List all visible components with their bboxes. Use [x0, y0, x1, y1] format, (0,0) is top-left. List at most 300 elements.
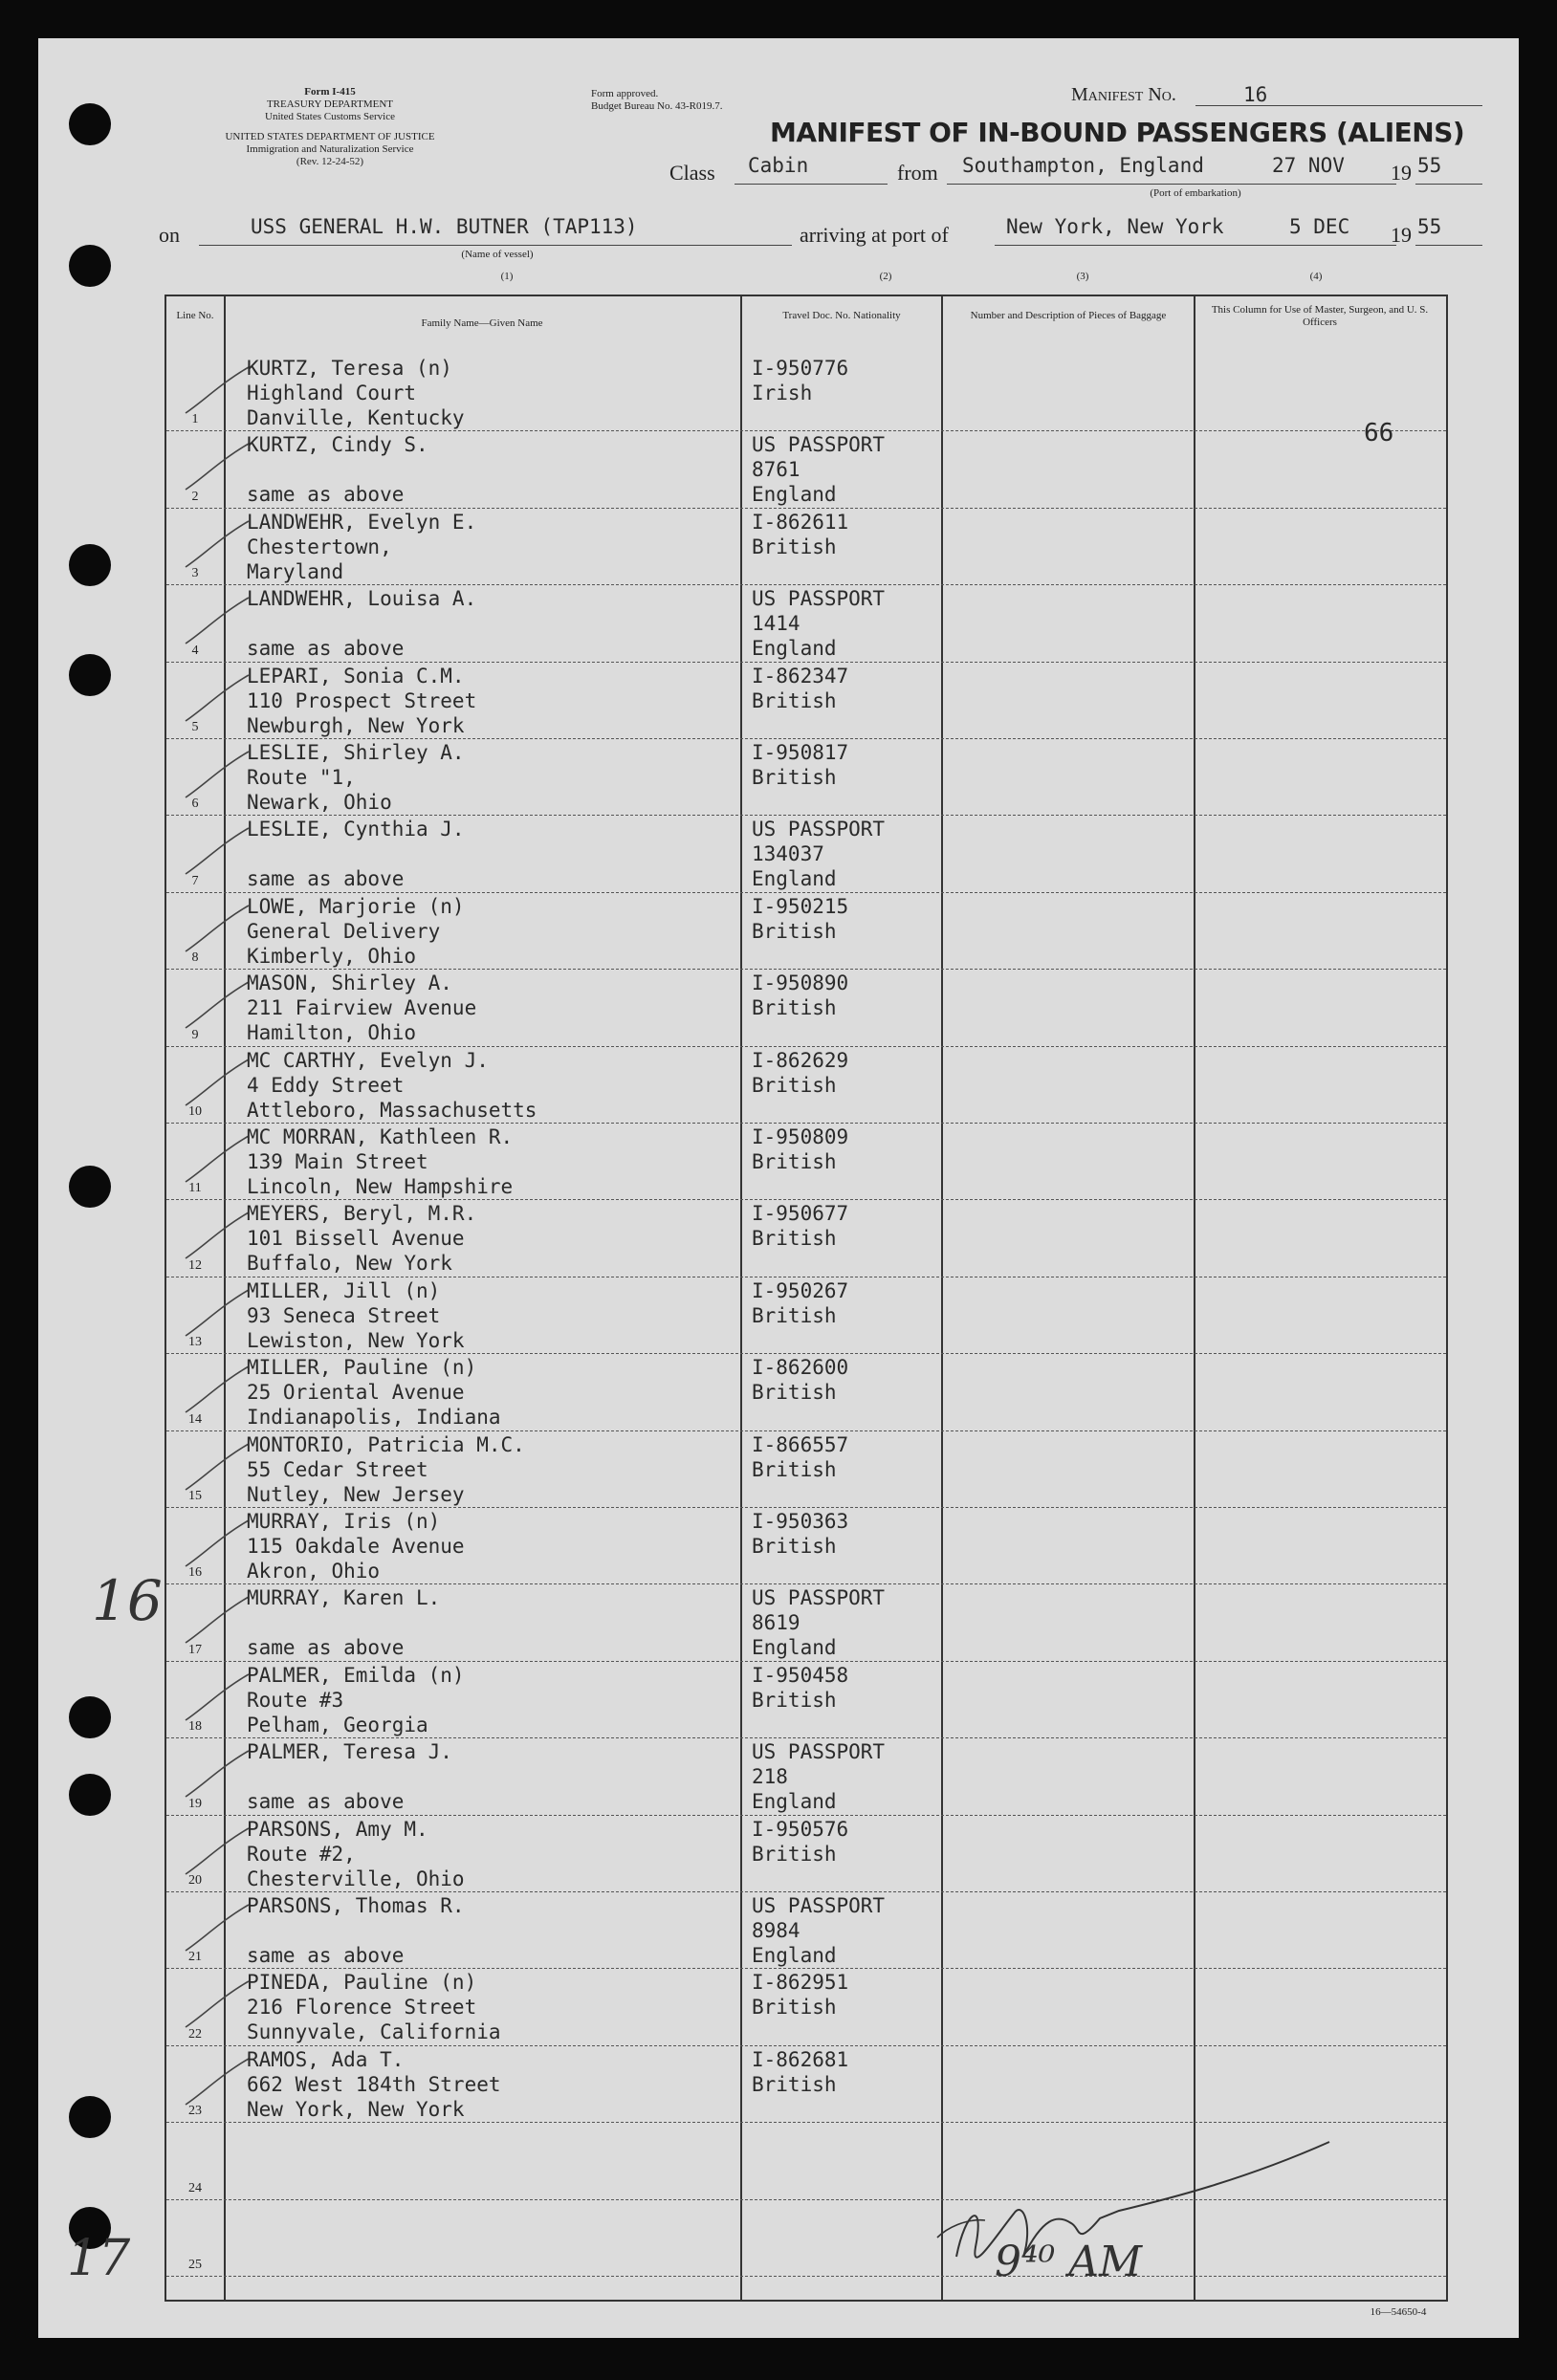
address-line: New York, New York — [247, 2097, 465, 2121]
check-mark-icon — [184, 671, 251, 729]
address-line: Highland Court — [247, 382, 417, 404]
line-number: 20 — [188, 1872, 202, 1888]
table-row — [166, 1430, 1446, 1508]
address-line — [247, 457, 428, 482]
table-row — [166, 1815, 1446, 1892]
form-approved: Form approved. — [591, 88, 659, 99]
address-line: Sunnyvale, California — [247, 2020, 501, 2044]
ins-service: Immigration and Naturalization Service — [246, 143, 414, 155]
check-mark-icon — [184, 1747, 251, 1804]
address-line: same as above — [247, 1944, 405, 1967]
check-mark-icon — [184, 748, 251, 805]
line-number: 24 — [188, 2180, 202, 2195]
address-line — [247, 1918, 465, 1943]
passenger-name: LOWE, Marjorie (n) — [247, 894, 465, 918]
doc-detail: 8984 — [752, 1919, 800, 1942]
doc-detail: England — [752, 1790, 837, 1814]
arrival-date: 5 DEC — [1289, 215, 1350, 238]
doc-detail — [752, 1867, 848, 1891]
travel-doc-number: I-862611 — [752, 510, 849, 534]
passenger-name: MC CARTHY, Evelyn J. — [247, 1048, 489, 1072]
table-row — [166, 892, 1446, 970]
header-name: Family Name—Given Name — [421, 317, 543, 329]
check-mark-icon — [184, 978, 251, 1036]
address-line: 662 West 184th Street — [247, 2072, 501, 2096]
passenger-name: PINEDA, Pauline (n) — [247, 1971, 477, 1995]
address-line: same as above — [247, 483, 405, 507]
doc-detail — [752, 1405, 848, 1430]
passenger-name: KURTZ, Teresa (n) — [247, 357, 452, 380]
doc-detail — [752, 1174, 848, 1199]
passenger-name-address — [247, 1663, 465, 1737]
margin-number-17: 17 — [67, 2230, 131, 2287]
travel-doc-nationality — [752, 510, 848, 584]
check-mark-icon — [184, 1056, 251, 1113]
travel-doc-number: US PASSPORT — [752, 1586, 886, 1610]
footer-code: 16—54650-4 — [1370, 2306, 1427, 2318]
passenger-name-address — [247, 1355, 501, 1430]
address-line: same as above — [247, 637, 405, 661]
passenger-name-address — [247, 894, 465, 969]
address-line: Lincoln, New Hampshire — [247, 1175, 514, 1198]
doc-detail: 218 — [752, 1765, 788, 1789]
address-line: Buffalo, New York — [247, 1252, 452, 1276]
line-number: 19 — [188, 1796, 202, 1811]
manifest-no-line — [1195, 105, 1482, 106]
passenger-name-address — [247, 432, 428, 507]
address-line: Indianapolis, Indiana — [247, 1406, 501, 1430]
doc-detail: England — [752, 1944, 837, 1967]
manifest-no-value: 16 — [1243, 83, 1268, 106]
travel-doc-number: US PASSPORT — [752, 433, 886, 457]
travel-doc-nationality — [752, 1663, 848, 1737]
doc-detail — [752, 944, 848, 969]
travel-doc-nationality — [752, 1048, 848, 1123]
travel-doc-number: I-862347 — [752, 664, 849, 688]
form-revision: (Rev. 12-24-52) — [296, 156, 364, 167]
check-mark-icon — [184, 440, 251, 497]
doc-detail: 134037 — [752, 842, 824, 866]
doc-detail: Irish — [752, 382, 813, 404]
punch-hole — [69, 654, 111, 696]
passenger-name-address — [247, 1739, 452, 1814]
doc-detail: British — [752, 688, 837, 712]
punch-hole — [69, 103, 111, 145]
doc-detail — [752, 1559, 848, 1583]
doc-detail: British — [752, 919, 837, 943]
travel-doc-nationality — [752, 1432, 848, 1507]
punch-hole — [69, 245, 111, 287]
passenger-name: PALMER, Emilda (n) — [247, 1663, 465, 1687]
passenger-name: LANDWEHR, Evelyn E. — [247, 510, 477, 534]
doc-detail: British — [752, 1073, 837, 1097]
customs-service: United States Customs Service — [265, 111, 395, 122]
travel-doc-nationality — [752, 1739, 885, 1814]
table-row — [166, 1277, 1446, 1354]
doc-detail: British — [752, 766, 837, 789]
line-number: 17 — [188, 1642, 202, 1657]
line-number: 11 — [188, 1181, 202, 1196]
address-line: Maryland — [247, 559, 344, 583]
travel-doc-number: US PASSPORT — [752, 818, 886, 841]
officer-count: 66 — [1364, 419, 1394, 448]
address-line: Chestertown, — [247, 535, 392, 558]
check-mark-icon — [184, 1517, 251, 1574]
table-row — [166, 815, 1446, 892]
address-line: Akron, Ohio — [247, 1560, 381, 1583]
check-mark-icon — [184, 1132, 251, 1190]
table-row — [166, 1199, 1446, 1277]
travel-doc-number: US PASSPORT — [752, 587, 886, 611]
check-mark-icon — [184, 2055, 251, 2112]
line-number: 7 — [191, 873, 199, 888]
doc-detail: British — [752, 1535, 837, 1558]
class-label: Class — [669, 161, 715, 185]
table-row — [166, 2045, 1446, 2123]
line-number: 21 — [188, 1950, 202, 1965]
address-line: Danville, Kentucky — [247, 406, 465, 429]
doc-detail — [752, 1713, 848, 1737]
from-port: Southampton, England — [962, 154, 1204, 177]
line-number: 3 — [191, 566, 199, 581]
manifest-page — [38, 38, 1519, 2338]
punch-hole — [69, 1774, 111, 1816]
line-number: 25 — [188, 2257, 202, 2272]
table-row — [166, 662, 1446, 739]
travel-doc-nationality — [752, 1201, 848, 1276]
class-value: Cabin — [748, 154, 809, 177]
line-number: 1 — [191, 412, 199, 427]
table-row — [166, 1123, 1446, 1200]
travel-doc-nationality — [752, 894, 848, 969]
passenger-name-address — [247, 1970, 501, 2044]
travel-doc-number: I-950215 — [752, 894, 849, 918]
travel-doc-number: I-950890 — [752, 972, 849, 995]
address-line: 4 Eddy Street — [247, 1073, 405, 1097]
passenger-name: PARSONS, Thomas R. — [247, 1894, 465, 1917]
passenger-name: LEPARI, Sonia C.M. — [247, 664, 465, 688]
travel-doc-nationality — [752, 1124, 848, 1199]
table-row — [166, 508, 1446, 585]
address-line: Route #3 — [247, 1688, 344, 1712]
vessel-line — [199, 245, 792, 246]
doc-detail: British — [752, 1688, 837, 1712]
passenger-name: MURRAY, Karen L. — [247, 1586, 441, 1610]
margin-number-16: 16 — [92, 1568, 163, 1633]
table-row — [166, 969, 1446, 1046]
passenger-name: PALMER, Teresa J. — [247, 1740, 452, 1764]
check-mark-icon — [184, 1440, 251, 1497]
from-date: 27 NOV — [1272, 154, 1345, 177]
passenger-name: RAMOS, Ada T. — [247, 2047, 405, 2071]
address-line: Nutley, New Jersey — [247, 1482, 465, 1506]
manifest-no-label: Manifest No. — [1071, 84, 1176, 105]
address-line: 101 Bissell Avenue — [247, 1227, 465, 1251]
address-line — [247, 1610, 440, 1635]
doc-detail: British — [752, 996, 837, 1020]
address-line: same as above — [247, 1790, 405, 1814]
justice-dept: UNITED STATES DEPARTMENT OF JUSTICE — [225, 131, 435, 142]
travel-doc-nationality — [752, 432, 885, 507]
doc-detail: British — [752, 1227, 837, 1251]
address-line: Route "1, — [247, 766, 356, 789]
passenger-name: MURRAY, Iris (n) — [247, 1510, 441, 1533]
travel-doc-nationality — [752, 1355, 848, 1430]
line-number: 12 — [188, 1257, 202, 1273]
doc-detail — [752, 1328, 848, 1353]
check-mark-icon — [184, 1670, 251, 1728]
doc-detail: British — [752, 1150, 837, 1173]
passenger-name-address — [247, 356, 465, 430]
table-row — [166, 738, 1446, 816]
doc-detail: England — [752, 867, 837, 891]
passenger-name: MILLER, Jill (n) — [247, 1278, 441, 1302]
vessel-caption: (Name of vessel) — [461, 249, 534, 260]
address-line: 216 Florence Street — [247, 1996, 477, 2020]
passenger-name-address — [247, 1817, 465, 1891]
check-mark-icon — [184, 1824, 251, 1882]
passenger-name-address — [247, 740, 465, 815]
passenger-name: MASON, Shirley A. — [247, 972, 452, 995]
address-line: Pelham, Georgia — [247, 1713, 428, 1736]
travel-doc-nationality — [752, 1817, 848, 1891]
address-line — [247, 611, 476, 636]
doc-detail — [752, 1098, 848, 1123]
line-number: 5 — [191, 719, 199, 734]
address-line: same as above — [247, 1636, 405, 1660]
address-line: 25 Oriental Avenue — [247, 1381, 465, 1405]
doc-detail: England — [752, 1636, 837, 1660]
travel-doc-nationality — [752, 817, 885, 891]
passenger-name-address — [247, 664, 476, 738]
year-2: 55 — [1417, 215, 1442, 238]
passenger-name: LESLIE, Shirley A. — [247, 741, 465, 764]
passenger-name-address — [247, 510, 476, 584]
arriving-label: arriving at port of — [800, 223, 949, 247]
table-row — [166, 430, 1446, 508]
arrival-line — [995, 245, 1396, 246]
address-line: Attleboro, Massachusetts — [247, 1098, 537, 1122]
doc-detail — [752, 559, 848, 584]
passenger-name-address — [247, 1585, 440, 1660]
class-line — [735, 184, 888, 185]
from-label: from — [897, 161, 938, 185]
table-row — [166, 1737, 1446, 1815]
address-line: 139 Main Street — [247, 1150, 428, 1173]
handwritten-time: 9⁴⁰ AM — [995, 2238, 1143, 2286]
punch-hole — [69, 2096, 111, 2138]
header-doc: Travel Doc. No. Nationality — [782, 310, 901, 321]
travel-doc-nationality — [752, 1970, 848, 2044]
travel-doc-nationality — [752, 586, 885, 661]
check-mark-icon — [184, 363, 251, 421]
travel-doc-number: I-866557 — [752, 1432, 849, 1456]
line-number: 22 — [188, 2026, 202, 2042]
line-number: 18 — [188, 1719, 202, 1735]
travel-doc-number: I-950776 — [752, 357, 849, 380]
doc-detail: 8761 — [752, 458, 800, 482]
check-mark-icon — [184, 1286, 251, 1343]
line-number: 10 — [188, 1103, 202, 1119]
passenger-table — [164, 295, 1448, 2302]
form-header-left — [163, 86, 497, 168]
col-num-1: (1) — [500, 271, 514, 282]
travel-doc-nationality — [752, 740, 848, 815]
port-caption: (Port of embarkation) — [1150, 187, 1241, 199]
address-line — [247, 1764, 452, 1789]
line-number: 23 — [188, 2104, 202, 2119]
vessel-name: USS GENERAL H.W. BUTNER (TAP113) — [251, 215, 638, 238]
passenger-name-address — [247, 1201, 476, 1276]
on-label: on — [159, 223, 180, 247]
travel-doc-number: US PASSPORT — [752, 1894, 886, 1917]
doc-detail: British — [752, 1842, 837, 1866]
treasury-dept: TREASURY DEPARTMENT — [266, 98, 394, 110]
address-line: 55 Cedar Street — [247, 1457, 428, 1481]
doc-detail: 8619 — [752, 1611, 800, 1635]
header-officers: This Column for Use of Master, Surgeon, and U. S. Officers — [1211, 304, 1429, 328]
year-1: 55 — [1417, 154, 1442, 177]
travel-doc-nationality — [752, 2047, 848, 2122]
passenger-name-address — [247, 817, 465, 891]
address-line: Newark, Ohio — [247, 791, 392, 814]
travel-doc-nationality — [752, 1509, 848, 1583]
table-row — [166, 584, 1446, 662]
table-row — [166, 1891, 1446, 1969]
travel-doc-nationality — [752, 664, 848, 738]
doc-detail: British — [752, 1303, 837, 1327]
budget-bureau: Budget Bureau No. 43-R019.7. — [591, 100, 723, 112]
table-row — [166, 1583, 1446, 1661]
passenger-name: LESLIE, Cynthia J. — [247, 818, 465, 841]
table-row — [166, 354, 1446, 431]
passenger-name-address — [247, 971, 476, 1045]
doc-detail — [752, 790, 848, 815]
travel-doc-number: I-862681 — [752, 2047, 849, 2071]
col-num-2: (2) — [879, 271, 892, 282]
travel-doc-number: I-950576 — [752, 1817, 849, 1841]
table-row — [166, 1046, 1446, 1124]
header-baggage: Number and Description of Pieces of Baggage — [970, 310, 1167, 321]
doc-detail — [752, 713, 848, 738]
address-line: Chesterville, Ohio — [247, 1867, 465, 1890]
check-mark-icon — [184, 594, 251, 651]
form-number: Form I-415 — [304, 86, 356, 98]
table-row — [166, 1661, 1446, 1738]
line-number: 8 — [191, 950, 199, 966]
travel-doc-number: I-862629 — [752, 1048, 849, 1072]
header-line-no: Line No. — [176, 310, 214, 321]
travel-doc-nationality — [752, 1893, 885, 1968]
check-mark-icon — [184, 517, 251, 575]
doc-detail — [752, 1482, 848, 1507]
passenger-name-address — [247, 2047, 501, 2122]
travel-doc-number: I-950458 — [752, 1663, 849, 1687]
line-number: 15 — [188, 1488, 202, 1503]
passenger-name: KURTZ, Cindy S. — [247, 433, 428, 457]
check-mark-icon — [184, 902, 251, 959]
doc-detail — [752, 2020, 848, 2044]
passenger-name: MC MORRAN, Kathleen R. — [247, 1125, 514, 1148]
table-row — [166, 1507, 1446, 1584]
address-line: Newburgh, New York — [247, 713, 465, 737]
table-row — [166, 1353, 1446, 1430]
passenger-name-address — [247, 1278, 465, 1353]
passenger-name-address — [247, 1509, 465, 1583]
address-line: 93 Seneca Street — [247, 1303, 441, 1327]
travel-doc-number: I-862951 — [752, 1971, 849, 1995]
doc-detail: British — [752, 2072, 837, 2096]
address-line: Route #2, — [247, 1842, 356, 1866]
address-line: 110 Prospect Street — [247, 688, 477, 712]
year-line-2 — [1415, 245, 1482, 246]
line-number: 6 — [191, 797, 199, 812]
line-number: 9 — [191, 1027, 199, 1042]
col-num-4: (4) — [1309, 271, 1323, 282]
passenger-name: MONTORIO, Patricia M.C. — [247, 1432, 525, 1456]
line-number: 13 — [188, 1335, 202, 1350]
doc-detail: British — [752, 1457, 837, 1481]
address-line: Lewiston, New York — [247, 1328, 465, 1352]
passenger-name-address — [247, 1893, 465, 1968]
address-line: Kimberly, Ohio — [247, 944, 417, 968]
passenger-name: MEYERS, Beryl, M.R. — [247, 1202, 477, 1226]
check-mark-icon — [184, 1363, 251, 1420]
travel-doc-nationality — [752, 1278, 848, 1353]
address-line: same as above — [247, 867, 405, 891]
col-num-3: (3) — [1076, 271, 1089, 282]
travel-doc-nationality — [752, 356, 848, 430]
line-number: 4 — [191, 643, 199, 658]
check-mark-icon — [184, 1209, 251, 1266]
address-line: 211 Fairview Avenue — [247, 996, 477, 1020]
travel-doc-number: US PASSPORT — [752, 1740, 886, 1764]
doc-detail — [752, 1020, 848, 1045]
form-approval — [591, 88, 801, 113]
line-number: 16 — [188, 1565, 202, 1581]
check-mark-icon — [184, 824, 251, 882]
address-line: 115 Oakdale Avenue — [247, 1535, 465, 1558]
travel-doc-number: I-950809 — [752, 1125, 849, 1148]
address-line: Hamilton, Ohio — [247, 1021, 417, 1045]
from-line — [947, 184, 1396, 185]
travel-doc-number: I-950817 — [752, 741, 849, 764]
year-line-1 — [1415, 184, 1482, 185]
check-mark-icon — [184, 1901, 251, 1958]
passenger-name-address — [247, 1048, 537, 1123]
travel-doc-number: I-950363 — [752, 1510, 849, 1533]
doc-detail — [752, 405, 848, 430]
punch-hole — [69, 1696, 111, 1738]
passenger-name-address — [247, 1124, 513, 1199]
address-line: General Delivery — [247, 919, 441, 943]
passenger-name: MILLER, Pauline (n) — [247, 1356, 477, 1380]
line-number: 2 — [191, 489, 199, 504]
address-line — [247, 841, 465, 866]
passenger-name: PARSONS, Amy M. — [247, 1817, 428, 1841]
passenger-name-address — [247, 1432, 525, 1507]
travel-doc-number: I-950267 — [752, 1278, 849, 1302]
passenger-name: LANDWEHR, Louisa A. — [247, 587, 477, 611]
manifest-title: MANIFEST OF IN-BOUND PASSENGERS (ALIENS) — [770, 117, 1465, 148]
doc-detail — [752, 2097, 848, 2122]
table-row — [166, 1968, 1446, 2045]
check-mark-icon — [184, 1593, 251, 1650]
doc-detail: British — [752, 1996, 837, 2020]
travel-doc-number: I-862600 — [752, 1356, 849, 1380]
check-mark-icon — [184, 1977, 251, 2035]
doc-detail: England — [752, 637, 837, 661]
